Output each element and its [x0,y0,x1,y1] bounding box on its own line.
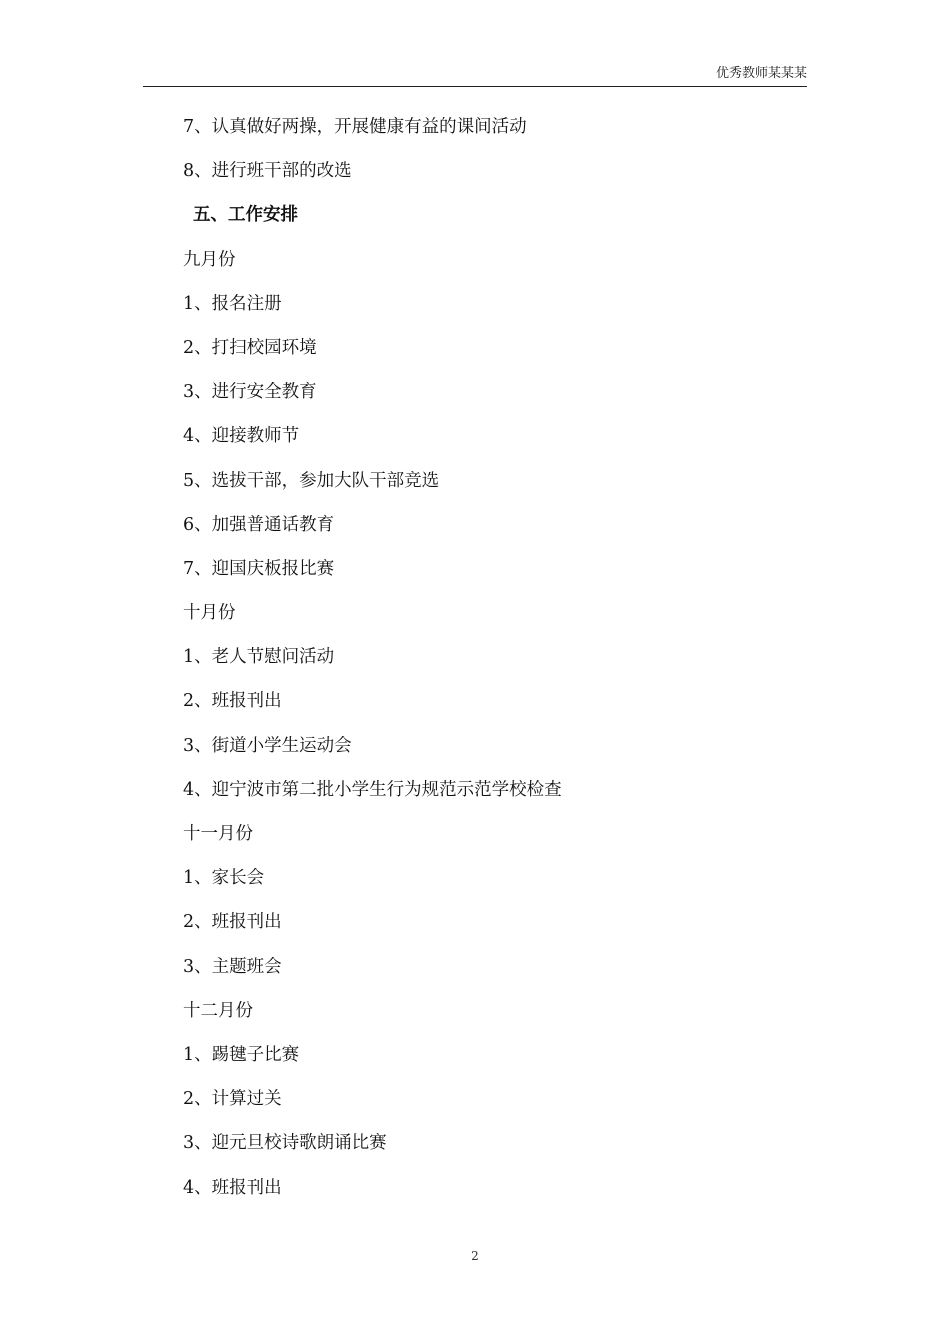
list-item: 6、加强普通话教育 [183,514,335,535]
header-author: 优秀教师某某某 [715,66,807,81]
month-label: 十一月份 [183,824,253,844]
list-item: 4、班报刊出 [183,1177,282,1198]
list-item: 4、迎宁波市第二批小学生行为规范示范学校检查 [183,779,562,800]
month-label: 九月份 [183,249,236,270]
list-item: 1、老人节慰问活动 [183,647,335,668]
document-body [183,105,803,1210]
list-item: 5、选拔干部，参加大队干部竞选 [183,470,440,491]
list-item: 1、家长会 [183,868,265,889]
list-item: 1、报名注册 [183,293,282,314]
list-item: 7、认真做好两操，开展健康有益的课间活动 [183,117,527,137]
list-item: 2、计算过关 [183,1089,282,1110]
list-item: 2、班报刊出 [183,912,282,933]
list-item: 7、迎国庆板报比赛 [183,558,335,579]
list-item: 3、迎元旦校诗歌朗诵比赛 [183,1133,387,1154]
month-label: 十二月份 [183,1000,253,1021]
month-label: 十月份 [183,603,236,624]
section-heading: 五、工作安排 [193,205,298,226]
list-item: 3、主题班会 [183,956,282,977]
list-item: 3、进行安全教育 [183,382,317,403]
list-item: 2、班报刊出 [183,691,282,712]
list-item: 2、打扫校园环境 [183,337,317,358]
list-item: 3、街道小学生运动会 [183,735,352,756]
list-item: 8、进行班干部的改选 [183,161,352,182]
list-item: 1、踢毽子比赛 [183,1044,300,1065]
list-item: 4、迎接教师节 [183,426,300,447]
page-header [143,60,807,87]
page-number: 2 [471,1249,479,1263]
